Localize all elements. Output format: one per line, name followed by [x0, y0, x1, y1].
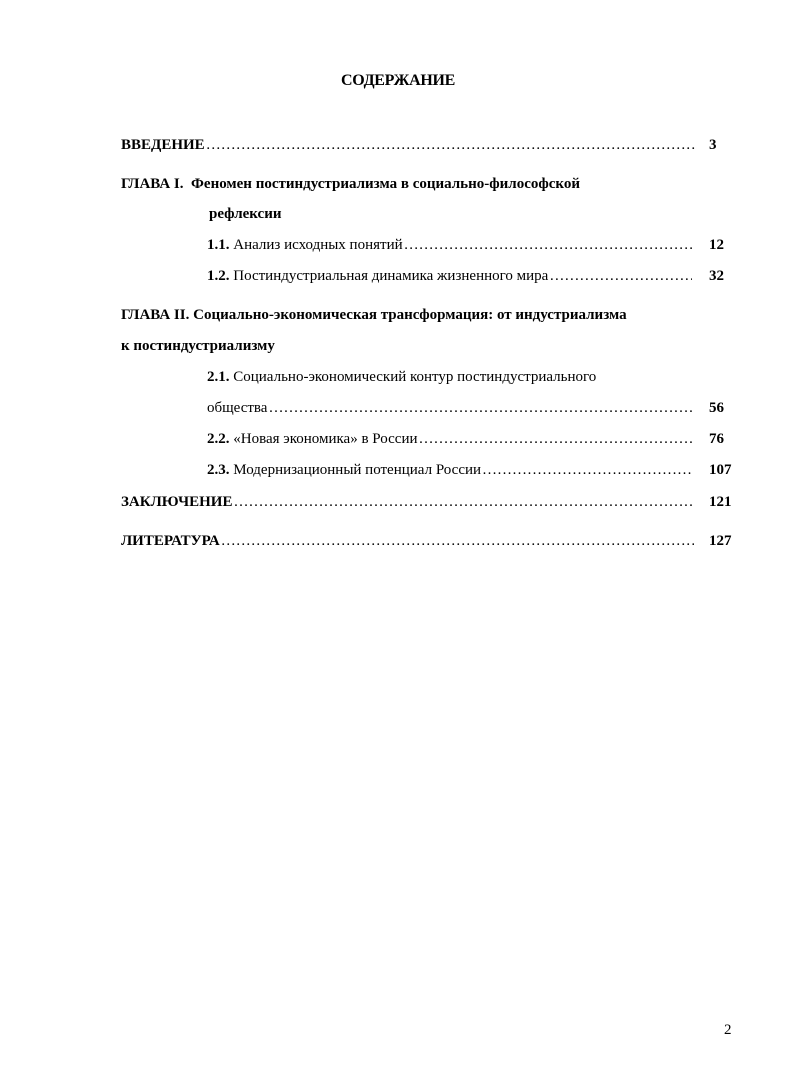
dot-leader: [233, 490, 692, 514]
toc-page-number: 107: [709, 462, 732, 478]
toc-section-2-2[interactable]: [207, 427, 692, 451]
page-title: СОДЕРЖАНИЕ: [340, 72, 456, 89]
toc-page-number: 56: [709, 400, 724, 416]
toc-section-2-1-continued: [207, 396, 692, 420]
toc-chapter-2-continued: к постиндустриализму: [121, 338, 275, 354]
toc-chapter-2[interactable]: ГЛАВА II. Социально-экономическая трансформация: от индустриализма: [121, 307, 627, 323]
toc-label: ВВЕДЕНИЕ: [121, 137, 205, 153]
toc-page-number: 12: [709, 237, 724, 253]
section-title: Анализ исходных понятий: [233, 237, 403, 253]
chapter-label: ГЛАВА I.: [121, 176, 184, 192]
section-number: 2.2.: [207, 431, 230, 447]
dot-leader: [482, 458, 692, 482]
section-title-continued: общества: [207, 400, 268, 416]
chapter-title: Феномен постиндустриализма в социально-философской: [191, 176, 580, 192]
dot-leader: [206, 133, 695, 157]
toc-section-2-1[interactable]: [207, 365, 596, 389]
toc-page-number: 127: [709, 533, 732, 549]
section-number: 2.3.: [207, 462, 230, 478]
toc-section-1-1[interactable]: [207, 233, 692, 257]
section-number: 2.1.: [207, 369, 230, 385]
toc-chapter-1[interactable]: [121, 172, 580, 196]
section-title: Модернизационный потенциал России: [233, 462, 482, 478]
section-number: 1.2.: [207, 268, 230, 284]
toc-label: ЗАКЛЮЧЕНИЕ: [121, 494, 233, 510]
section-title: «Новая экономика» в России: [233, 431, 418, 447]
toc-chapter-1-continued: рефлексии: [209, 206, 282, 222]
toc-label: ЛИТЕРАТУРА: [121, 533, 220, 549]
toc-page-number: 121: [709, 494, 732, 510]
toc-page-number: 3: [709, 137, 717, 153]
toc-page-number: 32: [709, 268, 724, 284]
toc-section-1-2[interactable]: [207, 264, 692, 288]
section-title: Постиндустриальная динамика жизненного мира: [233, 268, 549, 284]
dot-leader: [549, 264, 692, 288]
section-number: 1.1.: [207, 237, 230, 253]
dot-leader: [221, 529, 694, 553]
toc-section-2-3[interactable]: [207, 458, 692, 482]
dot-leader: [268, 396, 692, 420]
dot-leader: [419, 427, 692, 451]
toc-entry-conclusion[interactable]: [121, 490, 692, 514]
toc-entry-literature[interactable]: [121, 529, 694, 553]
toc-page-number: 76: [709, 431, 724, 447]
toc-entry-intro[interactable]: [121, 133, 695, 157]
dot-leader: [404, 233, 692, 257]
section-title: Социально-экономический контур постиндустриального: [233, 369, 597, 385]
page-footer-number: 2: [724, 1022, 732, 1038]
